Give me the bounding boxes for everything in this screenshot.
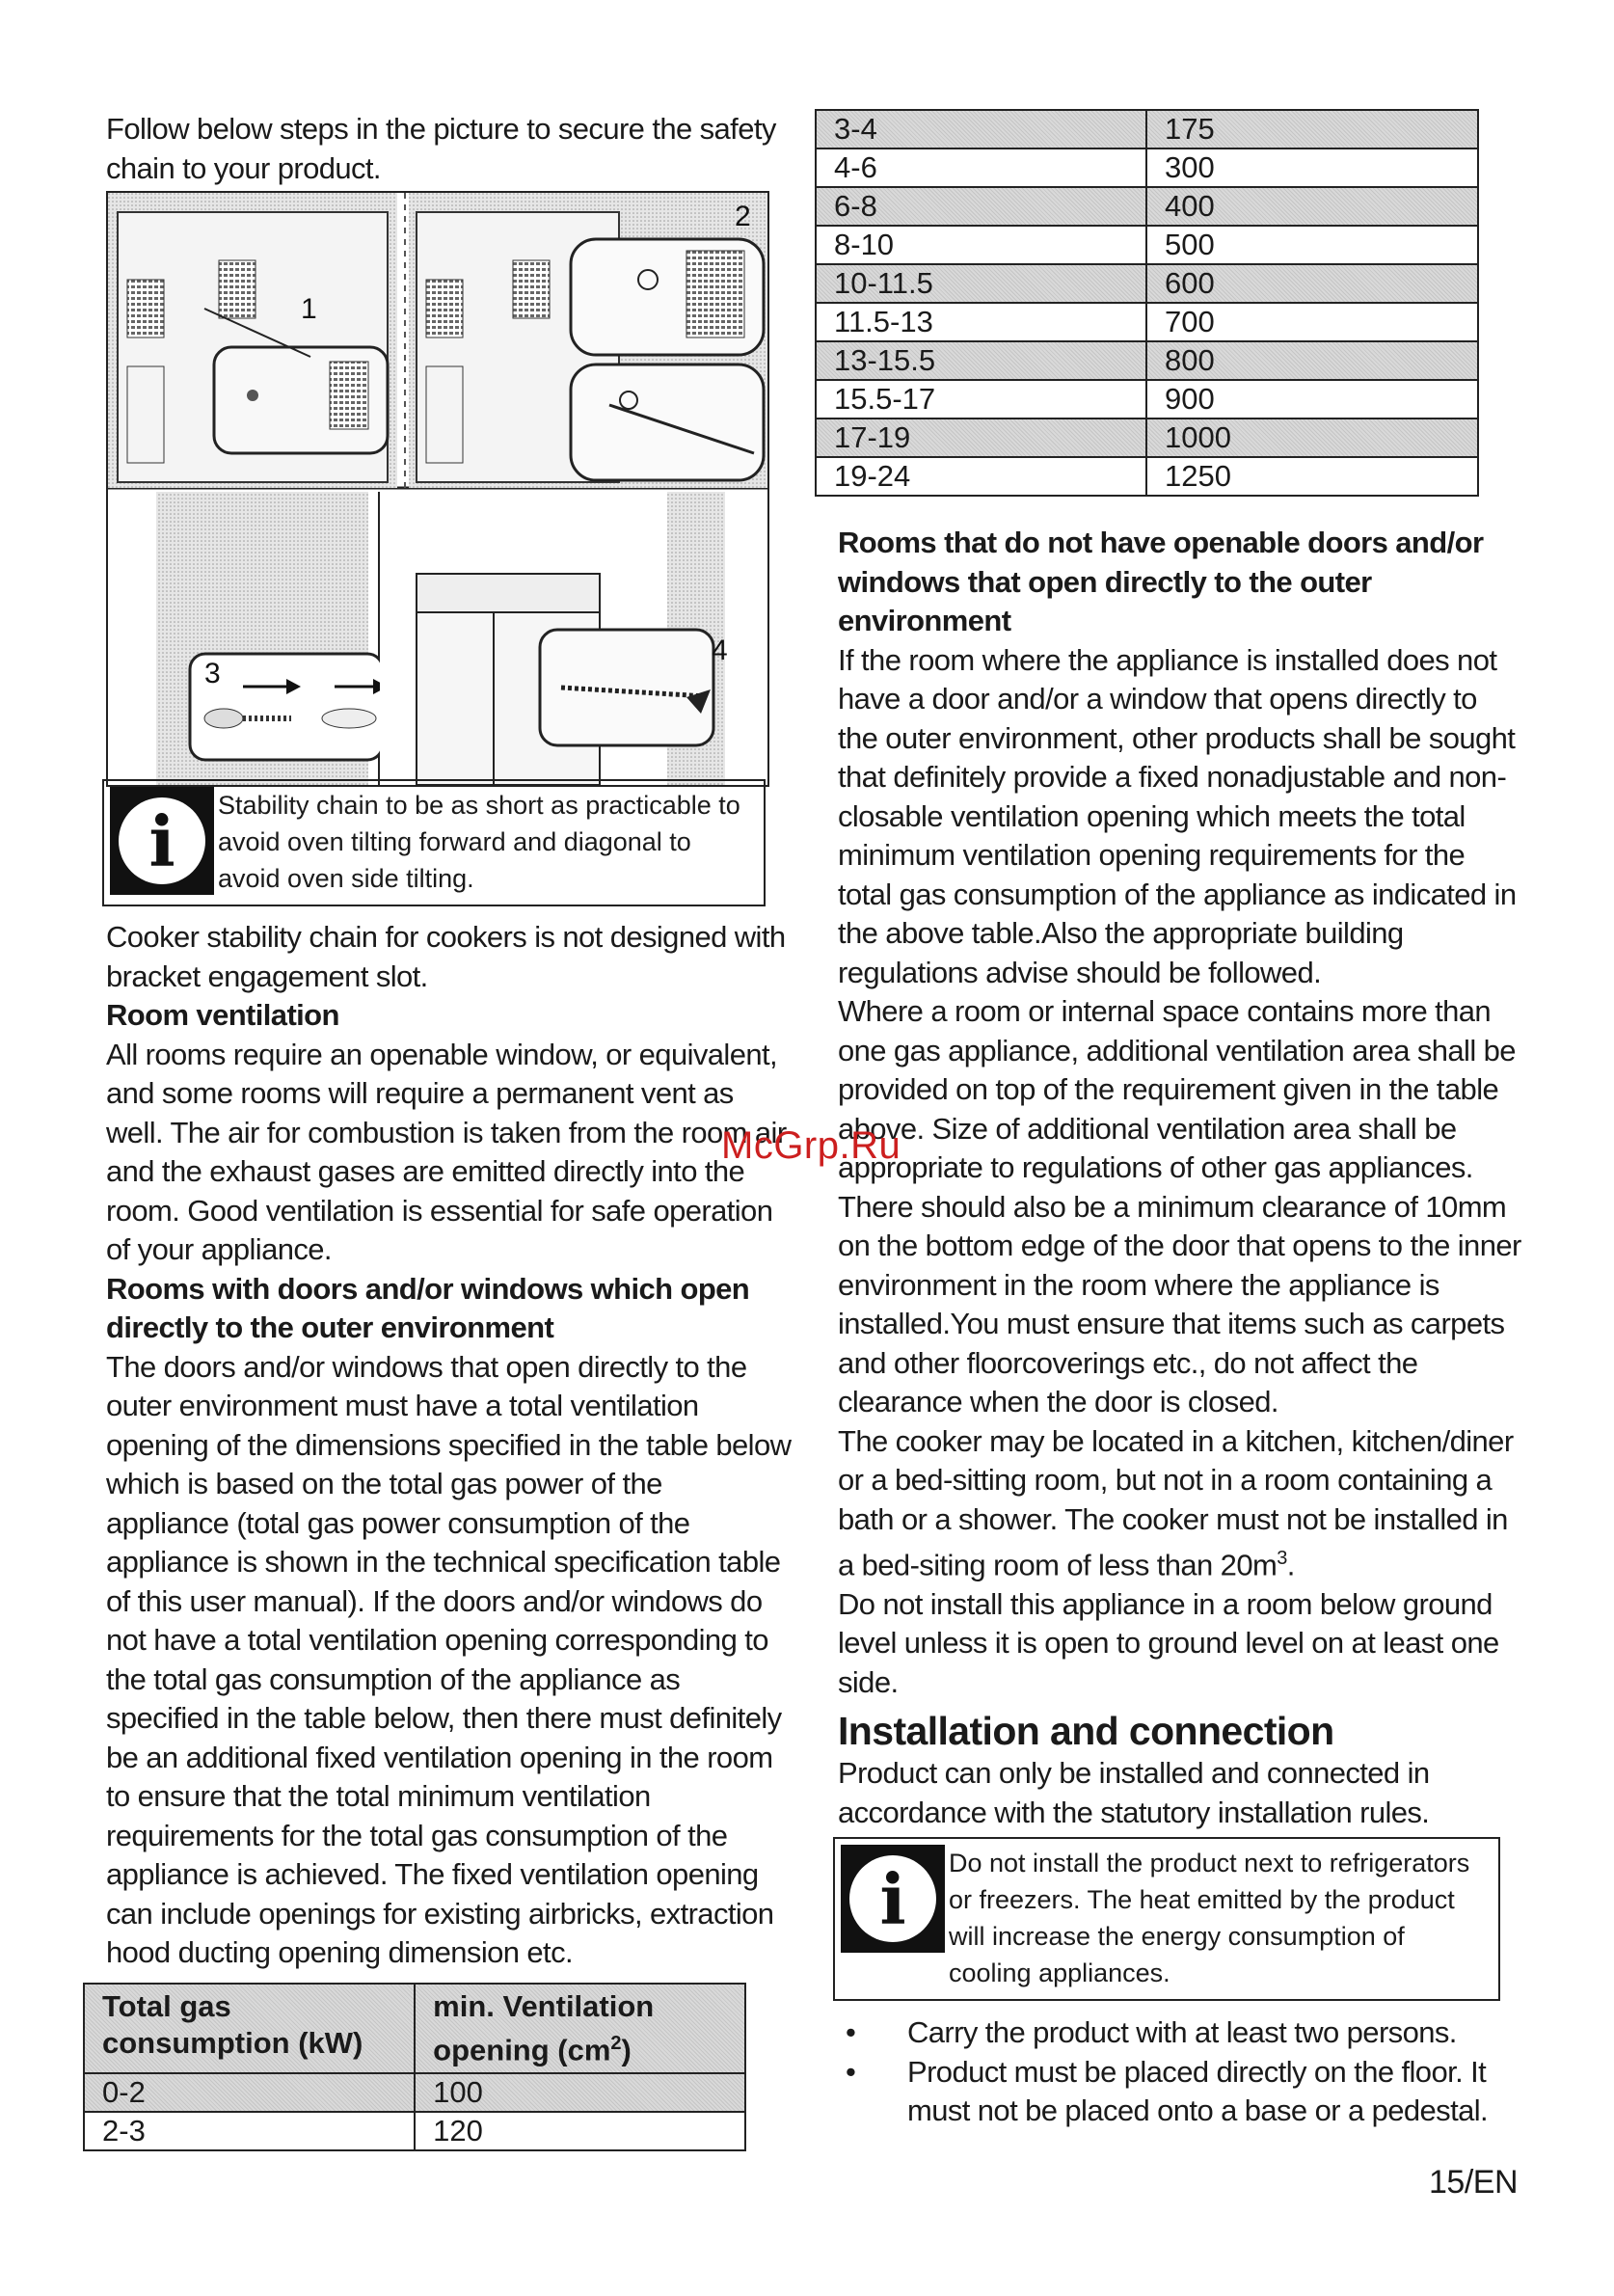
table-cell-gas: 11.5-13 [816, 303, 1146, 341]
installation-paragraph: Product can only be installed and connected in accordance with the statutory installation rules. [838, 1756, 1430, 1829]
table-cell-gas: 17-19 [816, 419, 1146, 457]
table-row [816, 341, 1478, 380]
list-item: • Carry the product with at least two persons. [838, 2013, 1524, 2053]
page-number: 15/EN [1429, 2164, 1518, 2201]
stability-paragraph: Cooker stability chain for cookers is not designed with bracket engagement slot. [106, 920, 786, 993]
heading-rooms-without-doors: Rooms that do not have openable doors and/or windows that open directly to the outer environment [838, 526, 1484, 637]
oven-back-panel-1 [108, 193, 397, 488]
installation-bullet-list [838, 2013, 1524, 2131]
chain-assembly-panel-3 [108, 492, 388, 785]
watermark: McGrp.Ru [721, 1124, 901, 1167]
table-row [816, 110, 1478, 149]
table-row [84, 2112, 745, 2150]
table-row [816, 419, 1478, 457]
table-cell-ventilation: 700 [1146, 303, 1478, 341]
step-number-4: 4 [712, 635, 728, 666]
rooms-with-doors-paragraph: The doors and/or windows that open directly to the outer environment must have a total ventilation opening of the dimensions specified in the table below which is based on the total gas power of the appliance (total gas power consumption of the appliance is shown in the technical specification table of this user manual). If the doors and/or windows do not have a total ventilation opening corresponding to the total gas consumption of the appliance as specified in the table below, then there must definitely be an additional fixed ventilation opening in the room to ensure that the total minimum ventilation requirements for the total gas consumption of the appliance is achieved. The fixed ventilation opening can include openings for existing airbricks, extraction hood ducting opening dimension etc. [106, 1349, 792, 1969]
cooker-with-chain-panel-4 [380, 492, 767, 785]
safety-chain-figure [106, 191, 769, 787]
table-cell-gas: 3-4 [816, 110, 1146, 149]
table-cell-gas: 4-6 [816, 149, 1146, 187]
table-row [816, 187, 1478, 226]
table-cell-ventilation: 300 [1146, 149, 1478, 187]
table-row [816, 149, 1478, 187]
list-item: • Product must be placed directly on the floor. It must not be placed onto a base or a pedestal. [838, 2053, 1524, 2131]
left-column [106, 110, 793, 188]
table-cell-ventilation: 100 [415, 2073, 745, 2112]
heading-room-ventilation: Room ventilation [106, 998, 339, 1032]
table-cell-gas: 10-11.5 [816, 264, 1146, 303]
step-number-3: 3 [204, 658, 221, 689]
info-icon: i [841, 1845, 945, 1953]
info-note-stability [102, 779, 766, 906]
table-row [816, 457, 1478, 496]
table-cell-gas: 13-15.5 [816, 341, 1146, 380]
table-row [816, 264, 1478, 303]
info-icon: i [110, 787, 214, 895]
table-cell-ventilation: 500 [1146, 226, 1478, 264]
table-cell-ventilation: 600 [1146, 264, 1478, 303]
info-note-refrigerators [833, 1837, 1500, 2001]
info-note-refrigerators-text: Do not install the product next to refrigerators or freezers. The heat emitted by the product will increase the energy consumption of cooling appliances. [949, 1849, 1470, 1987]
heading-rooms-with-doors: Rooms with doors and/or windows which open directly to the outer environment [106, 1271, 750, 1344]
table-cell-ventilation: 1000 [1146, 419, 1478, 457]
table-header-gas: Total gas consumption (kW) [84, 1984, 415, 2073]
safety-chain-illustration [108, 193, 767, 785]
table-cell-ventilation: 175 [1146, 110, 1478, 149]
table-header-ventilation: min. Ventilation opening $(cm^2)$ [415, 1984, 745, 2073]
step-number-2: 2 [735, 201, 751, 232]
table-cell-gas: 8-10 [816, 226, 1146, 264]
right-column [838, 524, 1524, 1832]
table-row [816, 303, 1478, 341]
table-cell-ventilation: 400 [1146, 187, 1478, 226]
multiple-appliances-paragraph: Where a room or internal space contains more than one gas appliance, additional ventilation area shall be provided on top of the requirement given in the table above. Size of additional ventilation area shall be appropriate to regulations of other gas appliances. [838, 994, 1516, 1184]
table-cell-gas: 15.5-17 [816, 380, 1146, 419]
room-ventilation-paragraph: All rooms require an openable window, or equivalent, and some rooms will require a permanent vent as well. The air for combustion is taken from the room air and the exhaust gases are emitted directly into the room. Good ventilation is essential for safe operation of your appliance. [106, 1037, 787, 1266]
door-clearance-paragraph: There should also be a minimum clearance of 10mm on the bottom edge of the door that opens to the inner environment in the room where the appliance is installed.You must ensure that items such as carpets and other floorcoverings etc., do not affect the clearance when the door is closed. [838, 1189, 1521, 1418]
table-row [816, 380, 1478, 419]
table-cell-ventilation: 900 [1146, 380, 1478, 419]
right-column-bullets [838, 2013, 1524, 2131]
left-column-text [106, 918, 793, 1973]
table-cell-ventilation: 120 [415, 2112, 745, 2150]
table-cell-ventilation: 800 [1146, 341, 1478, 380]
step-number-1: 1 [301, 293, 317, 325]
table-header-row [84, 1984, 745, 2073]
table-row [816, 226, 1478, 264]
table-cell-ventilation: 1250 [1146, 457, 1478, 496]
intro-paragraph: Follow below steps in the picture to secure the safety chain to your product. [106, 112, 776, 185]
cooker-location-paragraph: The cooker may be located in a kitchen, kitchen/diner or a bed-sitting room, but not in a room containing a bath or a shower. The cooker must not be installed in a bed-siting room of less than $20m^3$. [838, 1423, 1514, 1582]
info-note-stability-text: Stability chain to be as short as practicable to avoid oven tilting forward and diagonal to avoid oven side tilting. [218, 791, 740, 893]
table-row [84, 2073, 745, 2112]
table-cell-gas: 0-2 [84, 2073, 415, 2112]
table-cell-gas: 2-3 [84, 2112, 415, 2150]
ventilation-table-part-1 [83, 1983, 746, 2151]
table-cell-gas: 6-8 [816, 187, 1146, 226]
oven-back-panel-2 [409, 193, 767, 488]
table-cell-gas: 19-24 [816, 457, 1146, 496]
rooms-without-doors-paragraph: If the room where the appliance is installed does not have a door and/or a window that opens directly to the outer environment, other products shall be sought that definitely provide a fixed nonadjustable and non-closable ventilation opening which meets the total minimum ventilation opening requirements for the total gas consumption of the appliance as indicated in the above table.Also the appropriate building regulations advise should be followed. [838, 642, 1517, 989]
heading-installation-connection: Installation and connection [838, 1709, 1334, 1754]
ventilation-table-part-2 [815, 109, 1479, 497]
below-ground-paragraph: Do not install this appliance in a room below ground level unless it is open to ground level on at least one side. [838, 1586, 1499, 1699]
